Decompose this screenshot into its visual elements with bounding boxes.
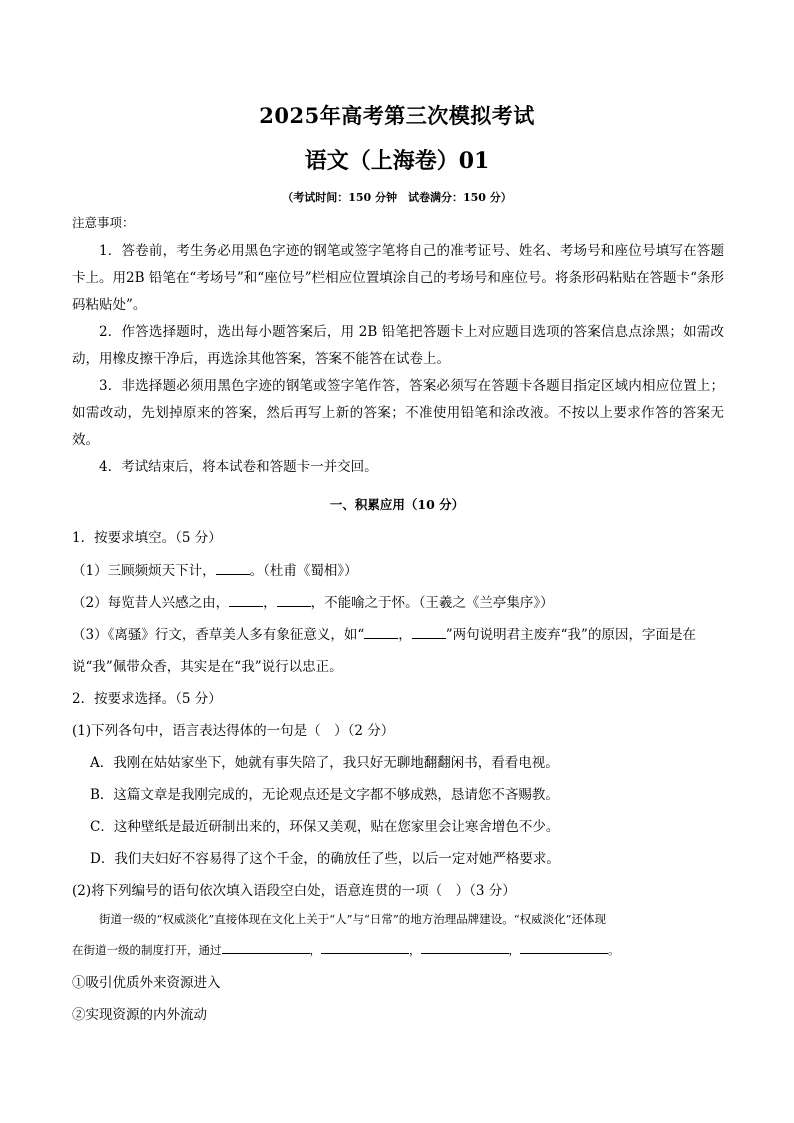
notice-list <box>72 238 724 481</box>
option-b[interactable]: B．这篇文章是我刚完成的，无论观点还是文字都不够成熟，恳请您不吝赐教。 <box>90 787 559 803</box>
question-text: 。（杜甫《蜀相》） <box>249 563 358 579</box>
question-text: ， <box>263 595 277 611</box>
notice-item-3: 3．非选择题必须用黑色字迹的钢笔或签字笔作答，答案必须写在答题卡各题目指定区域内相应位置上；如需改动，先划掉原来的答案，然后再写上新的答案；不准使用铅笔和涂改液。不按以上要求作答的答案无效。 <box>72 378 724 448</box>
page-title: 2025年高考第三次模拟考试 <box>259 103 535 128</box>
list-item: ②实现资源的内外流动 <box>72 1007 207 1023</box>
passage-text: 在街道一级的制度打开，通过 <box>72 943 222 957</box>
answer-blank[interactable] <box>321 941 409 954</box>
question-text: （1）三顾频烦天下计， <box>72 563 216 579</box>
passage-text: ， <box>508 943 520 957</box>
answer-blank[interactable] <box>520 941 608 954</box>
question-1-stem: 1．按要求填空。（5 分） <box>72 530 222 546</box>
section-title: 一、积累应用（10 分） <box>329 497 465 512</box>
page-subtitle: 语文（上海卷）01 <box>304 148 490 174</box>
notice-item-2: 2．作答选择题时，选出每小题答案后，用 2B 铅笔把答题卡上对应题目选项的答案信息点涂黑；如需改动，用橡皮擦干净后，再选涂其他答案，答案不能答在试卷上。 <box>72 324 724 367</box>
passage-line-1: 街道一级的“权威淡化”直接体现在文化上关于“人”与“日常”的地方治理品牌建设。“权威淡化”还体现 <box>99 912 607 926</box>
question-2-part-2-stem: (2)将下列编号的语句依次填入语段空白处，语意连贯的一项（ ）（3 分） <box>72 883 516 899</box>
answer-blank[interactable] <box>216 562 250 575</box>
exam-info: （考试时间：150 分钟 试卷满分：150 分） <box>282 191 512 204</box>
question-text: （2）每览昔人兴感之由， <box>72 595 230 611</box>
passage-text: ， <box>409 943 421 957</box>
answer-blank[interactable] <box>277 594 311 607</box>
question-1-sub-3 <box>72 623 732 643</box>
question-2-part-1-stem: (1)下列各句中，语言表达得体的一句是（ ）（2 分） <box>72 723 395 739</box>
question-text: （3）《离骚》行文，香草美人多有象征意义，如“ <box>72 627 365 643</box>
question-1-sub-3-cont: 说“我”佩带众香，其实是在“我”说行以忠正。 <box>72 659 343 675</box>
option-d[interactable]: D．我们夫妇好不容易得了这个千金，的确放任了些，以后一定对她严格要求。 <box>90 851 560 867</box>
answer-blank[interactable] <box>229 594 263 607</box>
passage-line-2 <box>72 935 732 965</box>
answer-blank[interactable] <box>421 941 509 954</box>
question-1-sub-1 <box>72 559 732 579</box>
question-text: ， <box>398 627 412 643</box>
question-1-sub-2 <box>72 591 732 611</box>
answer-blank[interactable] <box>412 626 446 639</box>
answer-blank[interactable] <box>364 626 398 639</box>
notice-item-4: 4．考试结束后，将本试卷和答题卡一并交回。 <box>99 459 378 475</box>
list-item: ①吸引优质外来资源进入 <box>72 975 221 991</box>
passage-text: ， <box>309 943 321 957</box>
notice-item-1: 1．答卷前，考生务必用黑色字迹的钢笔或签字笔将自己的准考证号、姓名、考场号和座位号填写在答题卡上。用2B 铅笔在“考场号”和“座位号”栏相应位置填涂自己的考场号和座位号。将条形码粘贴在答题卡“条形码粘贴处”。 <box>72 243 724 313</box>
question-2-stem: 2．按要求选择。（5 分） <box>72 691 222 707</box>
question-text: ”两句说明君主废弃“我”的原因，字面是在 <box>445 627 696 643</box>
notice-heading: 注意事项： <box>72 215 135 230</box>
option-a[interactable]: A．我刚在姑姑家坐下，她就有事失陪了，我只好无聊地翻翻闲书，看看电视。 <box>90 755 559 771</box>
answer-blank[interactable] <box>222 941 310 954</box>
passage-text: 。 <box>608 943 620 957</box>
question-text: ，不能喻之于怀。（王羲之《兰亭集序》） <box>310 595 554 611</box>
option-c[interactable]: C．这种壁纸是最近研制出来的，环保又美观，贴在您家里会让寒舍增色不少。 <box>90 819 560 835</box>
